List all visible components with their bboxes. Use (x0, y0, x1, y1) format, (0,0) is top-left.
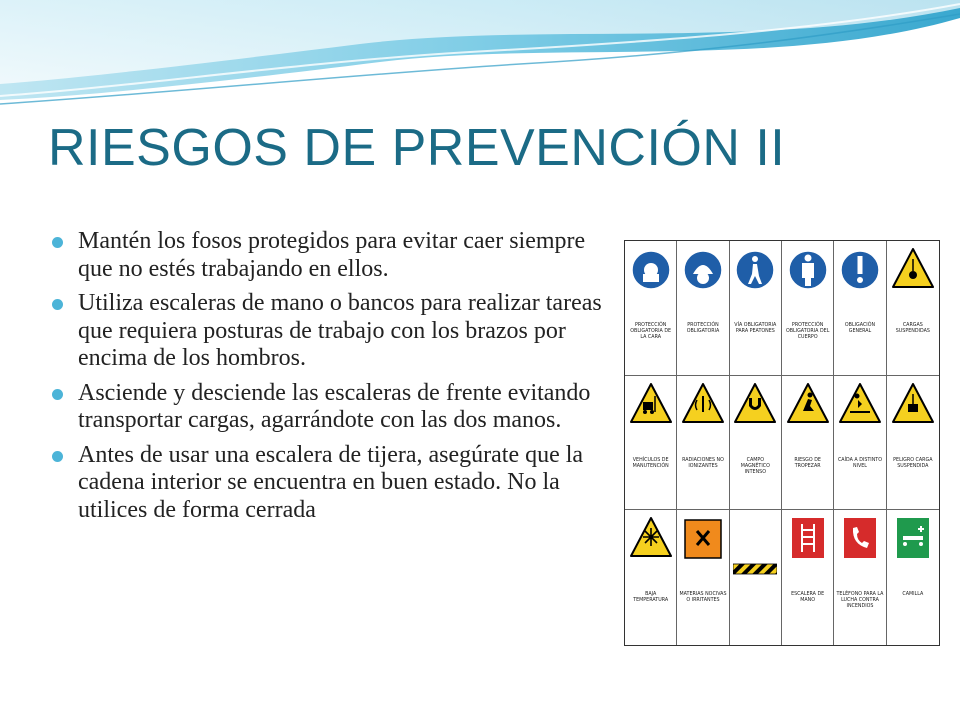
safety-sign (625, 376, 677, 511)
safety-sign (677, 241, 729, 376)
safety-sign-label: VÍA OBLIGATORIA PARA PEATONES (734, 323, 777, 334)
safety-sign (887, 376, 939, 511)
safety-sign (834, 241, 886, 376)
fire-phone-icon (838, 514, 882, 584)
safety-sign (677, 376, 729, 511)
safety-signs-grid (624, 240, 940, 646)
safety-sign (625, 241, 677, 376)
safety-sign (730, 376, 782, 511)
face-protection-icon (629, 245, 673, 315)
safety-sign-label: PROTECCIÓN OBLIGATORIA DE LA CARA (630, 323, 672, 340)
safety-sign-label: BAJA TEMPERATURA (633, 592, 669, 604)
general-obligation-icon (838, 245, 882, 315)
safety-sign-label: CAMILLA (902, 592, 924, 598)
bullet-item: Mantén los fosos protegidos para evitar caer siempre que no estés trabajando en ellos. (50, 228, 610, 283)
suspended-load-icon (891, 245, 935, 315)
safety-sign-label: PROTECCIÓN OBLIGATORIA (686, 323, 720, 334)
safety-sign (782, 376, 834, 511)
safety-sign-label: CAMPO MAGNÉTICO INTENSO (740, 457, 770, 475)
harmful-substance-icon (681, 514, 725, 584)
safety-sign-label: PELIGRO CARGA SUSPENDIDA (893, 457, 933, 469)
low-temperature-icon (629, 514, 673, 584)
forklift-icon (629, 380, 673, 450)
non-ionizing-radiation-icon (681, 380, 725, 450)
stretcher-icon (891, 514, 935, 584)
trip-hazard-icon (786, 380, 830, 450)
bullet-item: Antes de usar una escalera de tijera, asegúrate que la cadena interior se encuentra en buen estado. No la utilices de forma cerrada (50, 442, 610, 525)
safety-sign-label: ESCALERA DE MANO (791, 592, 825, 604)
bullet-dot-icon (52, 451, 63, 462)
magnetic-field-icon (733, 380, 777, 450)
bullet-dot-icon (52, 389, 63, 400)
safety-sign-label: MATERIAS NOCIVAS O IRRITANTES (679, 592, 727, 604)
safety-sign (834, 510, 886, 645)
bullet-dot-icon (52, 237, 63, 248)
safety-sign-label: CARGAS SUSPENDIDAS (895, 323, 930, 334)
hazard-stripes-icon (733, 514, 777, 584)
fall-hazard-icon (838, 380, 882, 450)
bullet-dot-icon (52, 299, 63, 310)
bullet-list (50, 228, 610, 531)
safety-sign-label: VEHÍCULOS DE MANUTENCIÓN (632, 457, 669, 469)
safety-sign (730, 241, 782, 376)
slide-title: RIESGOS DE PREVENCIÓN II (48, 119, 786, 177)
safety-sign (782, 241, 834, 376)
safety-sign (834, 376, 886, 511)
safety-sign (730, 510, 782, 645)
suspended-load-warning-icon (891, 380, 935, 450)
header-wave-decoration (0, 0, 960, 110)
safety-sign (677, 510, 729, 645)
bullet-item: Utiliza escaleras de mano o bancos para realizar tareas que requiera posturas de trabajo con los brazos por encima de los hombros. (50, 290, 610, 373)
body-protection-icon (786, 245, 830, 315)
safety-sign-label: CAÍDA A DISTINTO NIVEL (837, 457, 883, 469)
bullet-item: Asciende y desciende las escaleras de frente evitando transportar cargas, agarrándote con las dos manos. (50, 380, 610, 435)
safety-sign-label: TELÉFONO PARA LA LUCHA CONTRA INCENDIOS (836, 592, 884, 610)
safety-sign-label: RADIACIONES NO IONIZANTES (682, 457, 724, 469)
safety-sign-label: OBLIGACIÓN GENERAL (844, 323, 876, 334)
safety-sign (782, 510, 834, 645)
head-protection-icon (681, 245, 725, 315)
safety-sign-label: RIESGO DE TROPEZAR (794, 457, 821, 469)
fire-ladder-icon (786, 514, 830, 584)
safety-sign (887, 241, 939, 376)
pedestrian-path-icon (733, 245, 777, 315)
safety-sign (625, 510, 677, 645)
safety-sign (887, 510, 939, 645)
safety-sign-label: PROTECCIÓN OBLIGATORIA DEL CUERPO (785, 323, 830, 340)
